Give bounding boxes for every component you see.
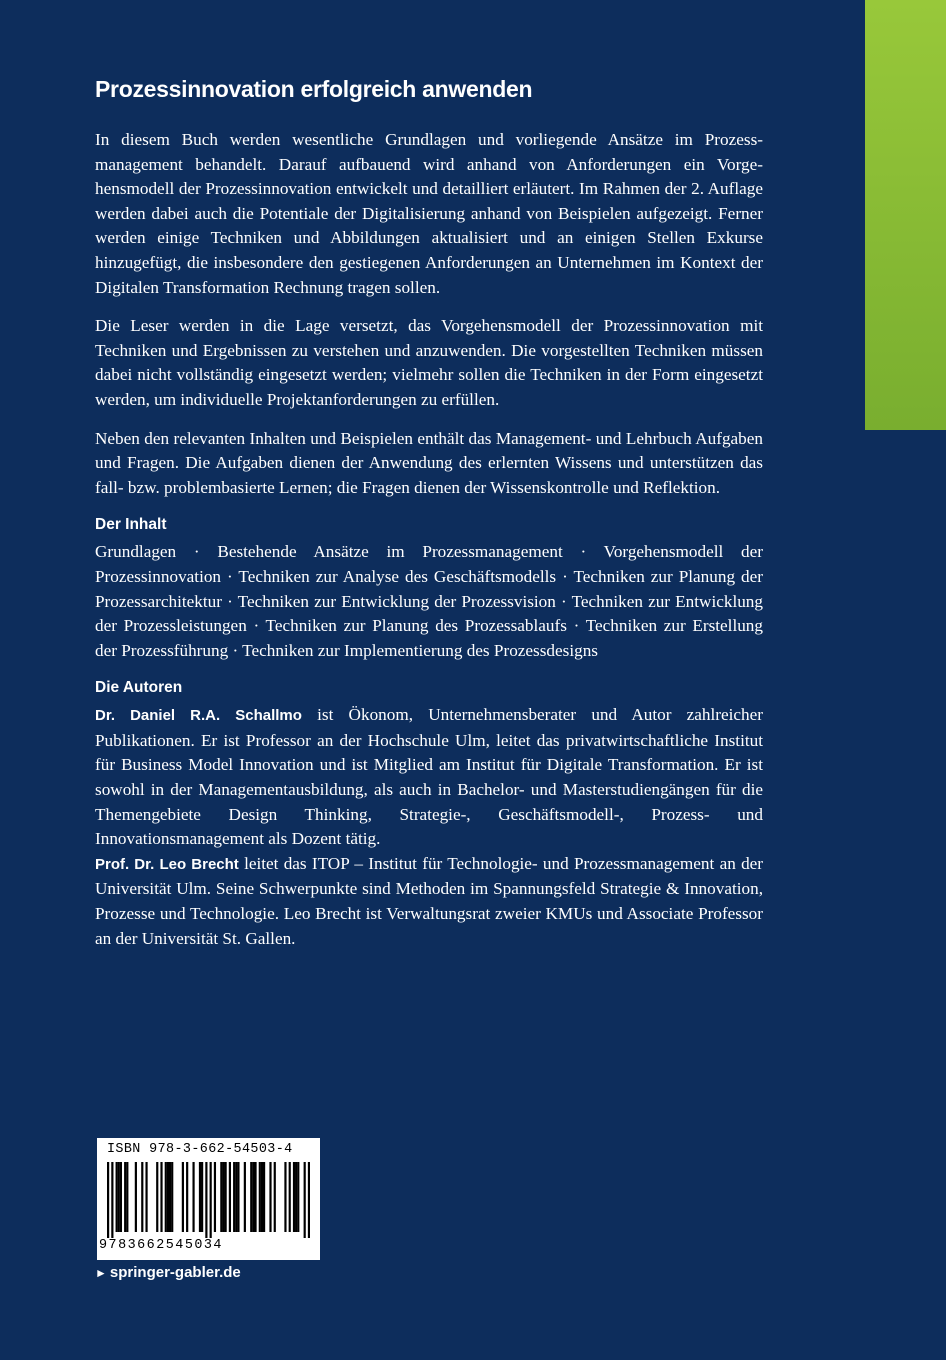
barcode-bar [124, 1162, 126, 1232]
back-cover-text [95, 72, 763, 951]
intro-paragraph-2: Die Leser werden in die Lage versetzt, das Vorgehensmodell der Prozessinnovation mit Techniken und Ergebnissen zu verstehen und anzuwenden. Die vorgestellten Techniken müssen dabei nicht vollständig eingesetzt werden; vielmehr sollen die Techniken in der Form eingesetzt werden, um individuelle Projektanforderungen zu erfüllen. [95, 316, 763, 409]
barcode-bar [199, 1162, 201, 1232]
barcode-bar [169, 1162, 171, 1232]
barcode-bar [116, 1162, 118, 1232]
barcode-bar [222, 1162, 224, 1232]
barcode-bar [244, 1162, 246, 1232]
author-2-name: Prof. Dr. Leo Brecht [95, 855, 239, 873]
author-1-bio: ist Ökonom, Unternehmensberater und Autor zahlreicher Publikationen. Er ist Professor an der Hochschule Ulm, leitet das privatwirtschaftliche Institut für Business Model Innovation und ist Mitglied am Institut für Digitale Transformation. Er ist sowohl in der Managementausbildung, als auch in Bachelor- und Masterstudiengängen für die Themengebiete Design Thinking, Strategie-, Geschäftsmodell-, Prozess- und Innovationsmanagement als Dozent tätig. [95, 705, 763, 849]
barcode-bar [225, 1162, 227, 1232]
barcode-bar [111, 1162, 113, 1238]
intro-paragraph-3: Neben den relevanten Inhalten und Beispielen enthält das Management- und Lehrbuch Aufgaben und Fragen. Die Aufgaben dienen der Anwendung des erlernten Wissens und unterstützen das fall- bzw. problembasierte Lernen; die Fragen dienen der Wissenskontrolle und Reflektion. [95, 428, 763, 497]
barcode-bar [274, 1162, 276, 1232]
accent-bar [865, 0, 946, 430]
barcode-bar [284, 1162, 286, 1232]
barcode-bar [171, 1162, 173, 1232]
barcode-bar [254, 1162, 256, 1232]
publisher-url: springer-gabler.de [109, 1264, 241, 1281]
barcode-bar [235, 1162, 237, 1232]
barcode-bar [145, 1162, 147, 1232]
barcode-bar [192, 1162, 194, 1232]
barcode-bar [295, 1162, 297, 1232]
barcode-bar [120, 1162, 122, 1232]
isbn-barcode [97, 1138, 320, 1260]
barcode-bar [259, 1162, 261, 1232]
barcode-bar [205, 1162, 207, 1238]
barcode-bar [107, 1162, 109, 1238]
barcode-bar [210, 1162, 212, 1238]
arrow-right-icon: ► [95, 1266, 107, 1280]
barcode-bar [135, 1162, 137, 1232]
barcode-bars [107, 1162, 310, 1238]
barcode-bar [167, 1162, 169, 1232]
barcode-bar [186, 1162, 188, 1232]
author-1-bio-block [95, 703, 763, 852]
barcode-bar [233, 1162, 235, 1232]
barcode-bar [126, 1162, 128, 1232]
barcode-bar [263, 1162, 265, 1232]
barcode-bar [141, 1162, 143, 1232]
barcode-bar [220, 1162, 222, 1232]
barcode-bar [250, 1162, 252, 1232]
page-title: Prozessinnovation erfolgreich anwenden [95, 76, 533, 102]
ean-digits: 9783662545034 [99, 1238, 223, 1253]
barcode-bar [304, 1162, 306, 1238]
barcode-bar [289, 1162, 291, 1232]
author-1-name: Dr. Daniel R.A. Schallmo [95, 707, 302, 725]
publisher-link[interactable] [95, 1264, 241, 1281]
barcode-bar [160, 1162, 162, 1232]
barcode-bar [156, 1162, 158, 1232]
barcode-bar [261, 1162, 263, 1232]
barcode-bar [182, 1162, 184, 1232]
authors-section [95, 703, 763, 951]
barcode-bar [165, 1162, 167, 1232]
barcode-bar [308, 1162, 310, 1238]
barcode-bar [214, 1162, 216, 1232]
intro-paragraph-1: In diesem Buch werden wesentliche Grundlagen und vorliegende Ansätze im Prozessmanagement behandelt. Darauf aufbauend wird anhand von Anforderungen ein Vorgehensmodell der Prozessinnovation entwickelt und detailliert erläutert. Im Rahmen der 2. Auflage werden dabei auch die Potentiale der Digitalisierung anhand von Beispielen aufgezeigt. Ferner werden einige Techniken und Abbildungen aktualisiert und an einigen Stellen Exkurse hinzugefügt, die insbesondere den gestiegenen Anforderungen an Unternehmen im Kontext der Digitalen Transformation Rechnung tragen sollen. [95, 130, 763, 297]
barcode-bar [269, 1162, 271, 1232]
barcode-bar [229, 1162, 231, 1232]
author-2-bio-block [95, 852, 763, 951]
contents-heading: Der Inhalt [95, 516, 167, 534]
barcode-bar [118, 1162, 120, 1232]
contents-text: Grundlagen · Bestehende Ansätze im Prozessmanagement · Vorgehensmodell der Prozessinnovation · Techniken zur Analyse des Geschäftsmodells · Techniken zur Planung der Prozessarchitektur · Techniken zur Entwicklung der Prozessvision · Techniken zur Entwicklung der Prozessleistungen · Techniken zur Planung des Prozessablaufs · Techniken zur Erstellung der Prozessführung · Techniken zur Implementierung des Prozessdesigns [95, 542, 763, 660]
isbn-label: ISBN 978-3-662-54503-4 [107, 1142, 293, 1157]
barcode-bar [252, 1162, 254, 1232]
author-2-bio: leitet das ITOP – Institut für Technologie- und Prozessmanagement an der Universität Ulm. Seine Schwerpunkte sind Methoden im Spannungsfeld Strategie & Innovation, Prozesse und Technologie. Leo Brecht ist Verwaltungsrat zweier KMUs und Associate Professor an der Universität St. Gallen. [95, 853, 764, 948]
barcode-bar [201, 1162, 203, 1232]
barcode-bar [297, 1162, 299, 1232]
authors-heading: Die Autoren [95, 679, 183, 697]
barcode-bar [293, 1162, 295, 1232]
barcode-bar [237, 1162, 239, 1232]
